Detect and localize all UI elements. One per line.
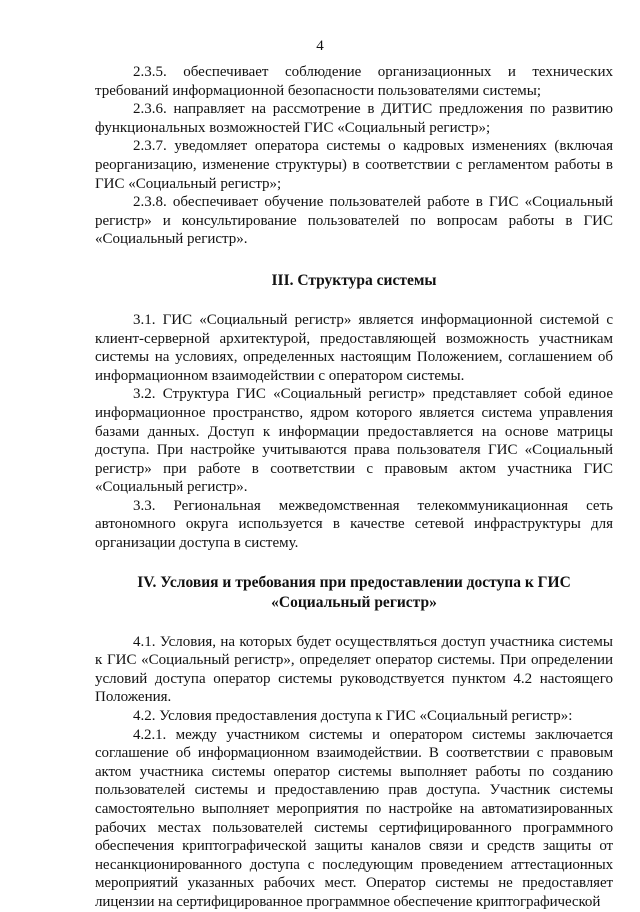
section-4-heading bbox=[95, 573, 613, 613]
paragraph-3-3: 3.3. Региональная межведомственная телекоммуникационная сеть автономного округа используется в качестве сетевой инфраструктуры для организации доступа в систему. bbox=[95, 497, 613, 552]
section-3-heading: III. Структура системы bbox=[271, 271, 437, 289]
section-4-heading-line-1: IV. Условия и требования при предоставлении доступа к ГИС bbox=[137, 573, 571, 591]
paragraph-3-1: 3.1. ГИС «Социальный регистр» является информационной системой с клиент-серверной архитектурой, предоставляющей возможность участникам системы на условиях, определенных настоящим Положением, соглашением об информационном взаимодействии с оператором системы. bbox=[95, 311, 613, 384]
paragraph-3-2: 3.2. Структура ГИС «Социальный регистр» представляет собой единое информационное пространство, ядром которого является система управления базами данных. Доступ к информации предоставляется на основе матрицы доступа. При настройке учитываются права пользователя ГИС «Социальный регистр» при работе в соответствии с правовым актом участника ГИС «Социальный регистр». bbox=[95, 386, 613, 496]
paragraph-2-3-7: 2.3.7. уведомляет оператора системы о кадровых изменениях (включая реорганизацию, изменение структуры) в соответствии с регламентом работы в ГИС «Социальный регистр»; bbox=[95, 138, 613, 192]
section-4-heading-line-2: «Социальный регистр» bbox=[271, 593, 437, 611]
paragraph-4-2-1: 4.2.1. между участником системы и оператором системы заключается соглашение об информационном взаимодействии. В соответствии с правовым актом участника системы оператор системы выполняет работы по созданию пользователей системы и предоставлению прав доступа. Участник системы самостоятельно выполняет мероприятия по настройке на автоматизированных рабочих местах пользователей системы сертифицированного программного обеспечения криптографической защиты каналов связи и средств защиты от несанкционированного доступа с последующим проведением аттестационных мероприятий указанных рабочих мест. Оператор системы не предоставляет лицензии на сертифицированное программное обеспечение криптографической bbox=[95, 726, 613, 910]
paragraph-2-3-5: 2.3.5. обеспечивает соблюдение организационных и технических требований информационной безопасности пользователями системы; bbox=[95, 64, 613, 99]
document-body bbox=[95, 63, 613, 912]
paragraph-4-2: 4.2. Условия предоставления доступа к ГИС «Социальный регистр»: bbox=[133, 708, 573, 725]
paragraph-2-3-6: 2.3.6. направляет на рассмотрение в ДИТИС предложения по развитию функциональных возможностей ГИС «Социальный регистр»; bbox=[95, 101, 613, 136]
paragraph-4-1: 4.1. Условия, на которых будет осуществляться доступ участника системы к ГИС «Социальный регистр», определяет оператор системы. При определении условий доступа оператор системы руководствуется пунктом 4.2 настоящего Положения. bbox=[95, 633, 613, 706]
page-number: 4 bbox=[316, 38, 324, 54]
paragraph-2-3-8: 2.3.8. обеспечивает обучение пользователей работе в ГИС «Социальный регистр» и консультирование пользователей по вопросам работы в ГИС «Социальный регистр». bbox=[95, 194, 613, 248]
